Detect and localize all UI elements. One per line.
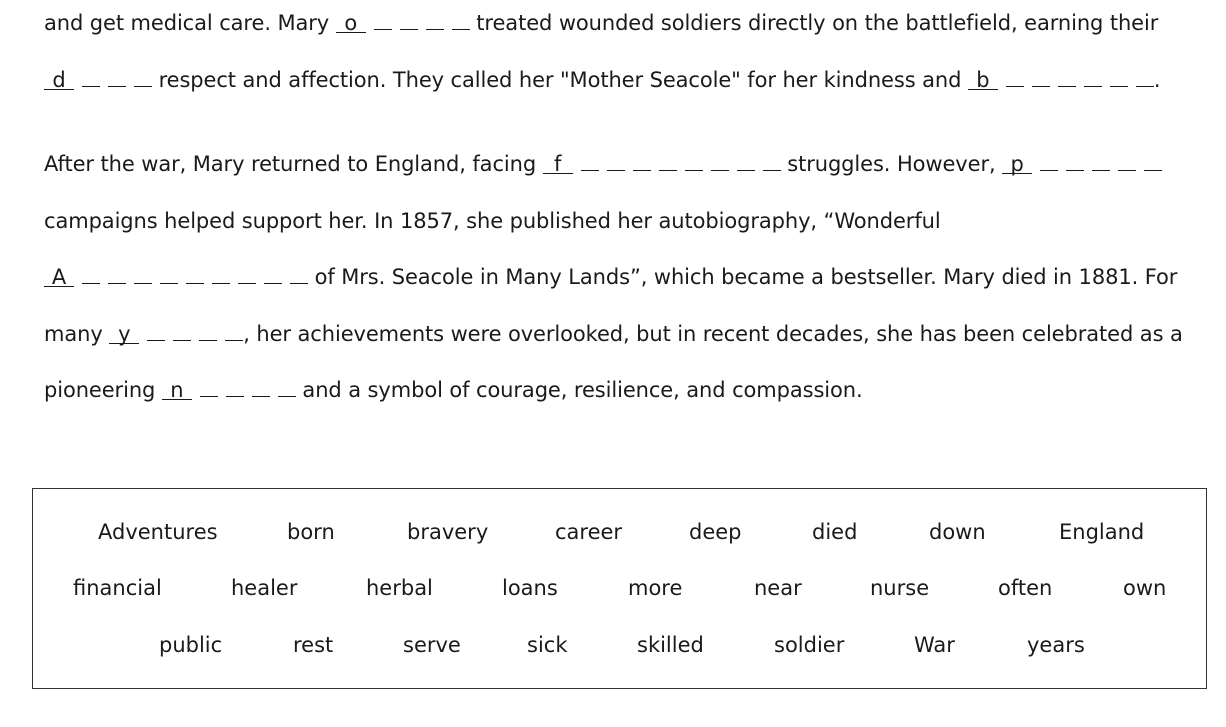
passage-text: struggles. However, [780,152,1003,176]
passage-text: of Mrs. Seacole in Many Lands”, which became a bestseller. Mary died in 1881. For [308,265,1178,289]
word-bank-word: herbal [366,576,433,600]
passage-line [44,141,1204,198]
passage-text: After the war, Mary returned to England, facing [44,152,543,176]
word-bank-word: skilled [637,633,704,657]
word-bank-word: bravery [407,520,489,544]
blank-first-letter: y [109,325,139,344]
passage-text: treated wounded soldiers directly on the battlefield, earning their [469,11,1159,35]
blank-first-letter: o [336,14,366,33]
word-bank-row [33,520,1206,550]
word-bank-word: down [929,520,986,544]
word-bank-word: public [159,633,223,657]
blank-first-letter: f [543,155,573,174]
word-bank-word: own [1123,576,1167,600]
passage-line [44,0,1204,57]
word-bank-word: near [754,576,802,600]
word-bank-word: Adventures [98,520,218,544]
word-bank-word: England [1059,520,1145,544]
word-bank-word: often [998,576,1053,600]
passage-text: and a symbol of courage, resilience, and compassion. [295,378,863,402]
word-bank-word: serve [403,633,461,657]
passage-text: many [44,321,110,346]
word-bank-word: career [555,520,623,544]
blank-first-letter: d [44,71,74,90]
word-bank-word: years [1027,633,1085,657]
passage-text: . [1153,67,1161,92]
word-bank-word: War [914,633,955,657]
word-bank-word: financial [73,576,162,600]
passage-line [44,198,1204,255]
passage-text: , her achievements were overlooked, but in recent decades, she has been celebrated as a [243,321,1183,346]
fill-blank[interactable] [1002,141,1162,187]
word-bank-row [33,633,1206,663]
word-bank-word: healer [231,576,298,600]
passage-text: campaigns helped support her. In 1857, she published her autobiography, “Wonderful [44,208,941,233]
word-bank-word: born [287,520,335,544]
passage-line [44,311,1204,368]
word-bank-word: rest [293,633,334,657]
fill-blank[interactable] [336,0,470,46]
passage-text: and get medical care. Mary [44,11,336,35]
passage-line [44,57,1204,114]
fill-blank[interactable] [543,141,781,187]
passage [44,0,1204,424]
word-bank [32,488,1207,689]
fill-blank[interactable] [968,57,1154,103]
word-bank-word: sick [527,633,568,657]
word-bank-word: nurse [870,576,930,600]
fill-blank[interactable] [109,311,243,357]
blank-first-letter: p [1002,155,1032,174]
word-bank-word: deep [689,520,742,544]
passage-line [44,367,1204,424]
word-bank-word: more [628,576,683,600]
blank-first-letter: n [162,381,192,400]
word-bank-word: soldier [774,633,845,657]
passage-text: respect and affection. They called her "Mother Seacole" for her kindness and [152,67,968,92]
passage-text: pioneering [44,378,162,402]
fill-blank[interactable] [162,367,296,413]
fill-blank[interactable] [44,57,152,103]
blank-first-letter: b [968,71,998,90]
word-bank-row [33,576,1206,606]
passage-line [44,254,1204,311]
word-bank-word: died [812,520,858,544]
word-bank-word: loans [502,576,558,600]
fill-blank[interactable] [44,254,308,300]
blank-first-letter: A [44,268,74,287]
